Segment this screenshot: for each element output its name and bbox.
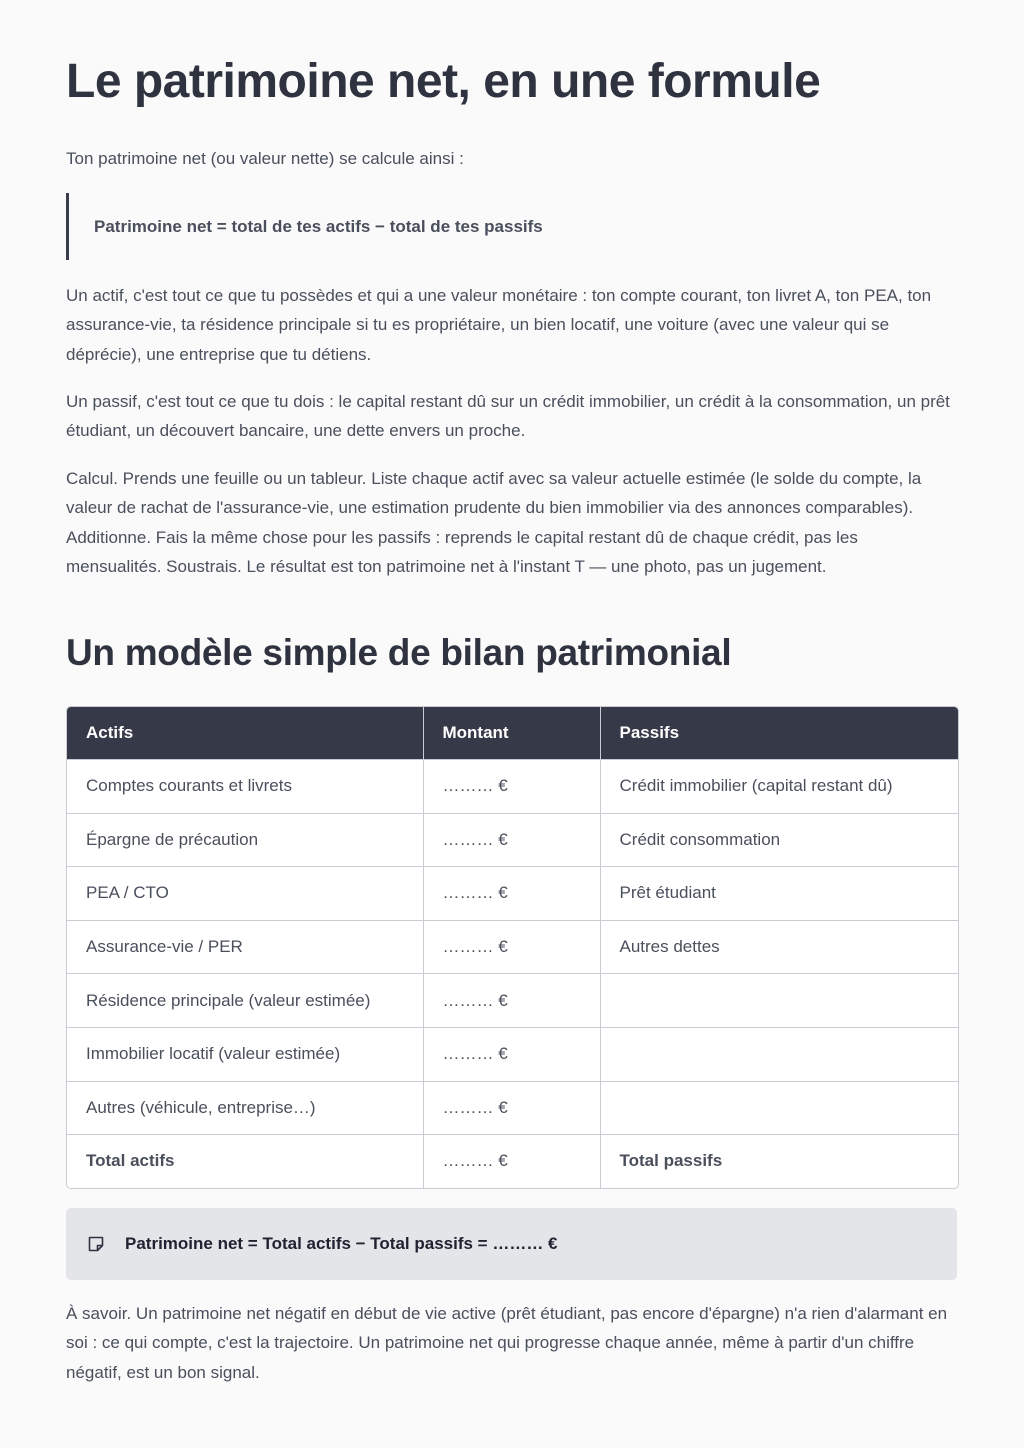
header-actifs: Actifs [67, 707, 423, 760]
cell-passif: Crédit consommation [600, 813, 958, 867]
cell-passif [600, 1027, 958, 1081]
net-worth-callout [66, 1208, 957, 1280]
total-actifs-label: Total actifs [67, 1135, 423, 1188]
cell-passif: Autres dettes [600, 920, 958, 974]
header-montant: Montant [423, 707, 600, 760]
cell-actif: Résidence principale (valeur estimée) [67, 974, 423, 1028]
cell-montant: ……… € [423, 813, 600, 867]
cell-montant: ……… € [423, 974, 600, 1028]
paragraph-passif: Un passif, c'est tout ce que tu dois : le capital restant dû sur un crédit immobilier, un crédit à la consommation, un prêt étudiant, un découvert bancaire, une dette envers un proche. [66, 392, 950, 441]
formula-text: Patrimoine net = total de tes actifs − total de tes passifs [94, 216, 543, 236]
cell-montant: ……… € [423, 1081, 600, 1135]
header-passifs: Passifs [600, 707, 958, 760]
section-title: Un modèle simple de bilan patrimonial [66, 632, 732, 673]
cell-actif: Assurance-vie / PER [67, 920, 423, 974]
paragraph-a-savoir: À savoir. Un patrimoine net négatif en début de vie active (prêt étudiant, pas encore d'épargne) n'a rien d'alarmant en soi : ce qui compte, c'est la trajectoire. Un patrimoine net qui progresse chaque année, même à partir d'un chiffre négatif, est un bon signal. [66, 1304, 948, 1382]
table-row [67, 760, 958, 814]
cell-actif: Comptes courants et livrets [67, 760, 423, 814]
cell-actif: Autres (véhicule, entreprise…) [67, 1081, 423, 1135]
page-title: Le patrimoine net, en une formule [66, 55, 821, 108]
cell-montant: ……… € [423, 760, 600, 814]
table-row [67, 1081, 958, 1135]
paragraph-calcul: Calcul. Prends une feuille ou un tableur. Liste chaque actif avec sa valeur actuelle estimée (le solde du compte, la valeur de rachat de l'assurance-vie, une estimation prudente du bien immobilier via des annonces comparables). Additionne. Fais la même chose pour les passifs : reprends le capital restant dû de chaque crédit, pas les mensualités. Soustrais. Le résultat est ton patrimoine net à l'instant T — une photo, pas un jugement. [66, 469, 922, 576]
callout-text: Patrimoine net = Total actifs − Total passifs = ……… € [125, 1234, 558, 1253]
table-header-row [67, 707, 958, 760]
cell-montant: ……… € [423, 920, 600, 974]
table-row [67, 1027, 958, 1081]
cell-passif [600, 1081, 958, 1135]
intro-text: Ton patrimoine net (ou valeur nette) se calcule ainsi : [66, 149, 464, 168]
cell-actif: Immobilier locatif (valeur estimée) [67, 1027, 423, 1081]
cell-montant: ……… € [423, 1027, 600, 1081]
formula-blockquote [66, 193, 946, 260]
total-actifs-montant: ……… € [423, 1135, 600, 1188]
table-row [67, 974, 958, 1028]
cell-actif: Épargne de précaution [67, 813, 423, 867]
table-row [67, 813, 958, 867]
note-icon [87, 1235, 105, 1253]
paragraph-actif: Un actif, c'est tout ce que tu possèdes et qui a une valeur monétaire : ton compte courant, ton livret A, ton PEA, ton assurance-vie, ta résidence principale si tu es propriétaire, un bien locatif, une voiture (avec une valeur qui se déprécie), une entreprise que tu détiens. [66, 286, 932, 364]
balance-sheet-table [66, 706, 959, 1189]
cell-passif [600, 974, 958, 1028]
table-row [67, 920, 958, 974]
table-total-row [67, 1135, 958, 1188]
total-passifs-label: Total passifs [600, 1135, 958, 1188]
cell-passif: Prêt étudiant [600, 867, 958, 921]
cell-actif: PEA / CTO [67, 867, 423, 921]
cell-montant: ……… € [423, 867, 600, 921]
cell-passif: Crédit immobilier (capital restant dû) [600, 760, 958, 814]
table-row [67, 867, 958, 921]
